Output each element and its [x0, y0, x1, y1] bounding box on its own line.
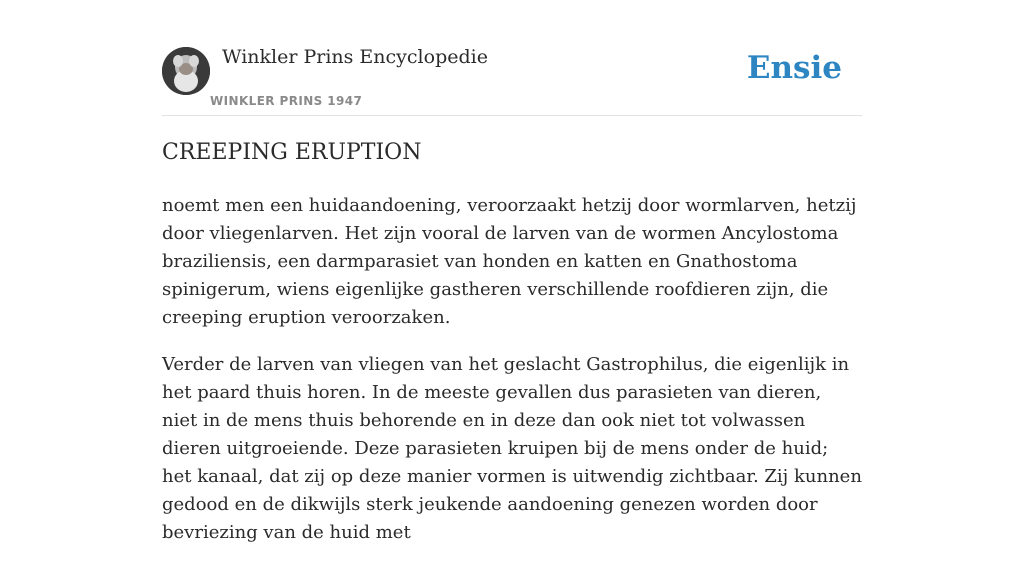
article-body — [162, 192, 862, 566]
author-portrait-icon — [162, 47, 210, 95]
header — [162, 0, 862, 116]
author-avatar[interactable] — [162, 47, 210, 95]
paragraph: Verder de larven van vliegen van het geslacht Gastrophilus, die eigenlijk in het paard thuis horen. In de meeste gevallen dus parasieten van dieren, niet in de mens thuis behorende en in deze dan ook niet tot volwassen dieren uitgroeiende. Deze parasieten kruipen bij de mens onder de huid; het kanaal, dat zij op deze manier vormen is uitwendig zichtbaar. Zij kunnen gedood en de dikwijls sterk jeukende aandoening genezen worden door bevriezing van de huid met — [162, 354, 862, 543]
article-title: CREEPING ERUPTION — [162, 140, 422, 165]
paragraph: noemt men een huidaandoening, veroorzaakt hetzij door wormlarven, hetzij door vliegenlarven. Het zijn vooral de larven van de wormen Ancylostoma braziliensis, een darmparasiet van honden en katten en Gnathostoma spinigerum, wiens eigenlijke gastheren verschillende roofdieren zijn, die creeping eruption veroorzaken. — [162, 195, 857, 328]
author-name[interactable]: Winkler Prins Encyclopedie — [222, 46, 488, 68]
source-label: WINKLER PRINS 1947 — [210, 94, 363, 108]
brand-logo[interactable]: Ensie — [746, 50, 842, 86]
page — [162, 0, 862, 543]
